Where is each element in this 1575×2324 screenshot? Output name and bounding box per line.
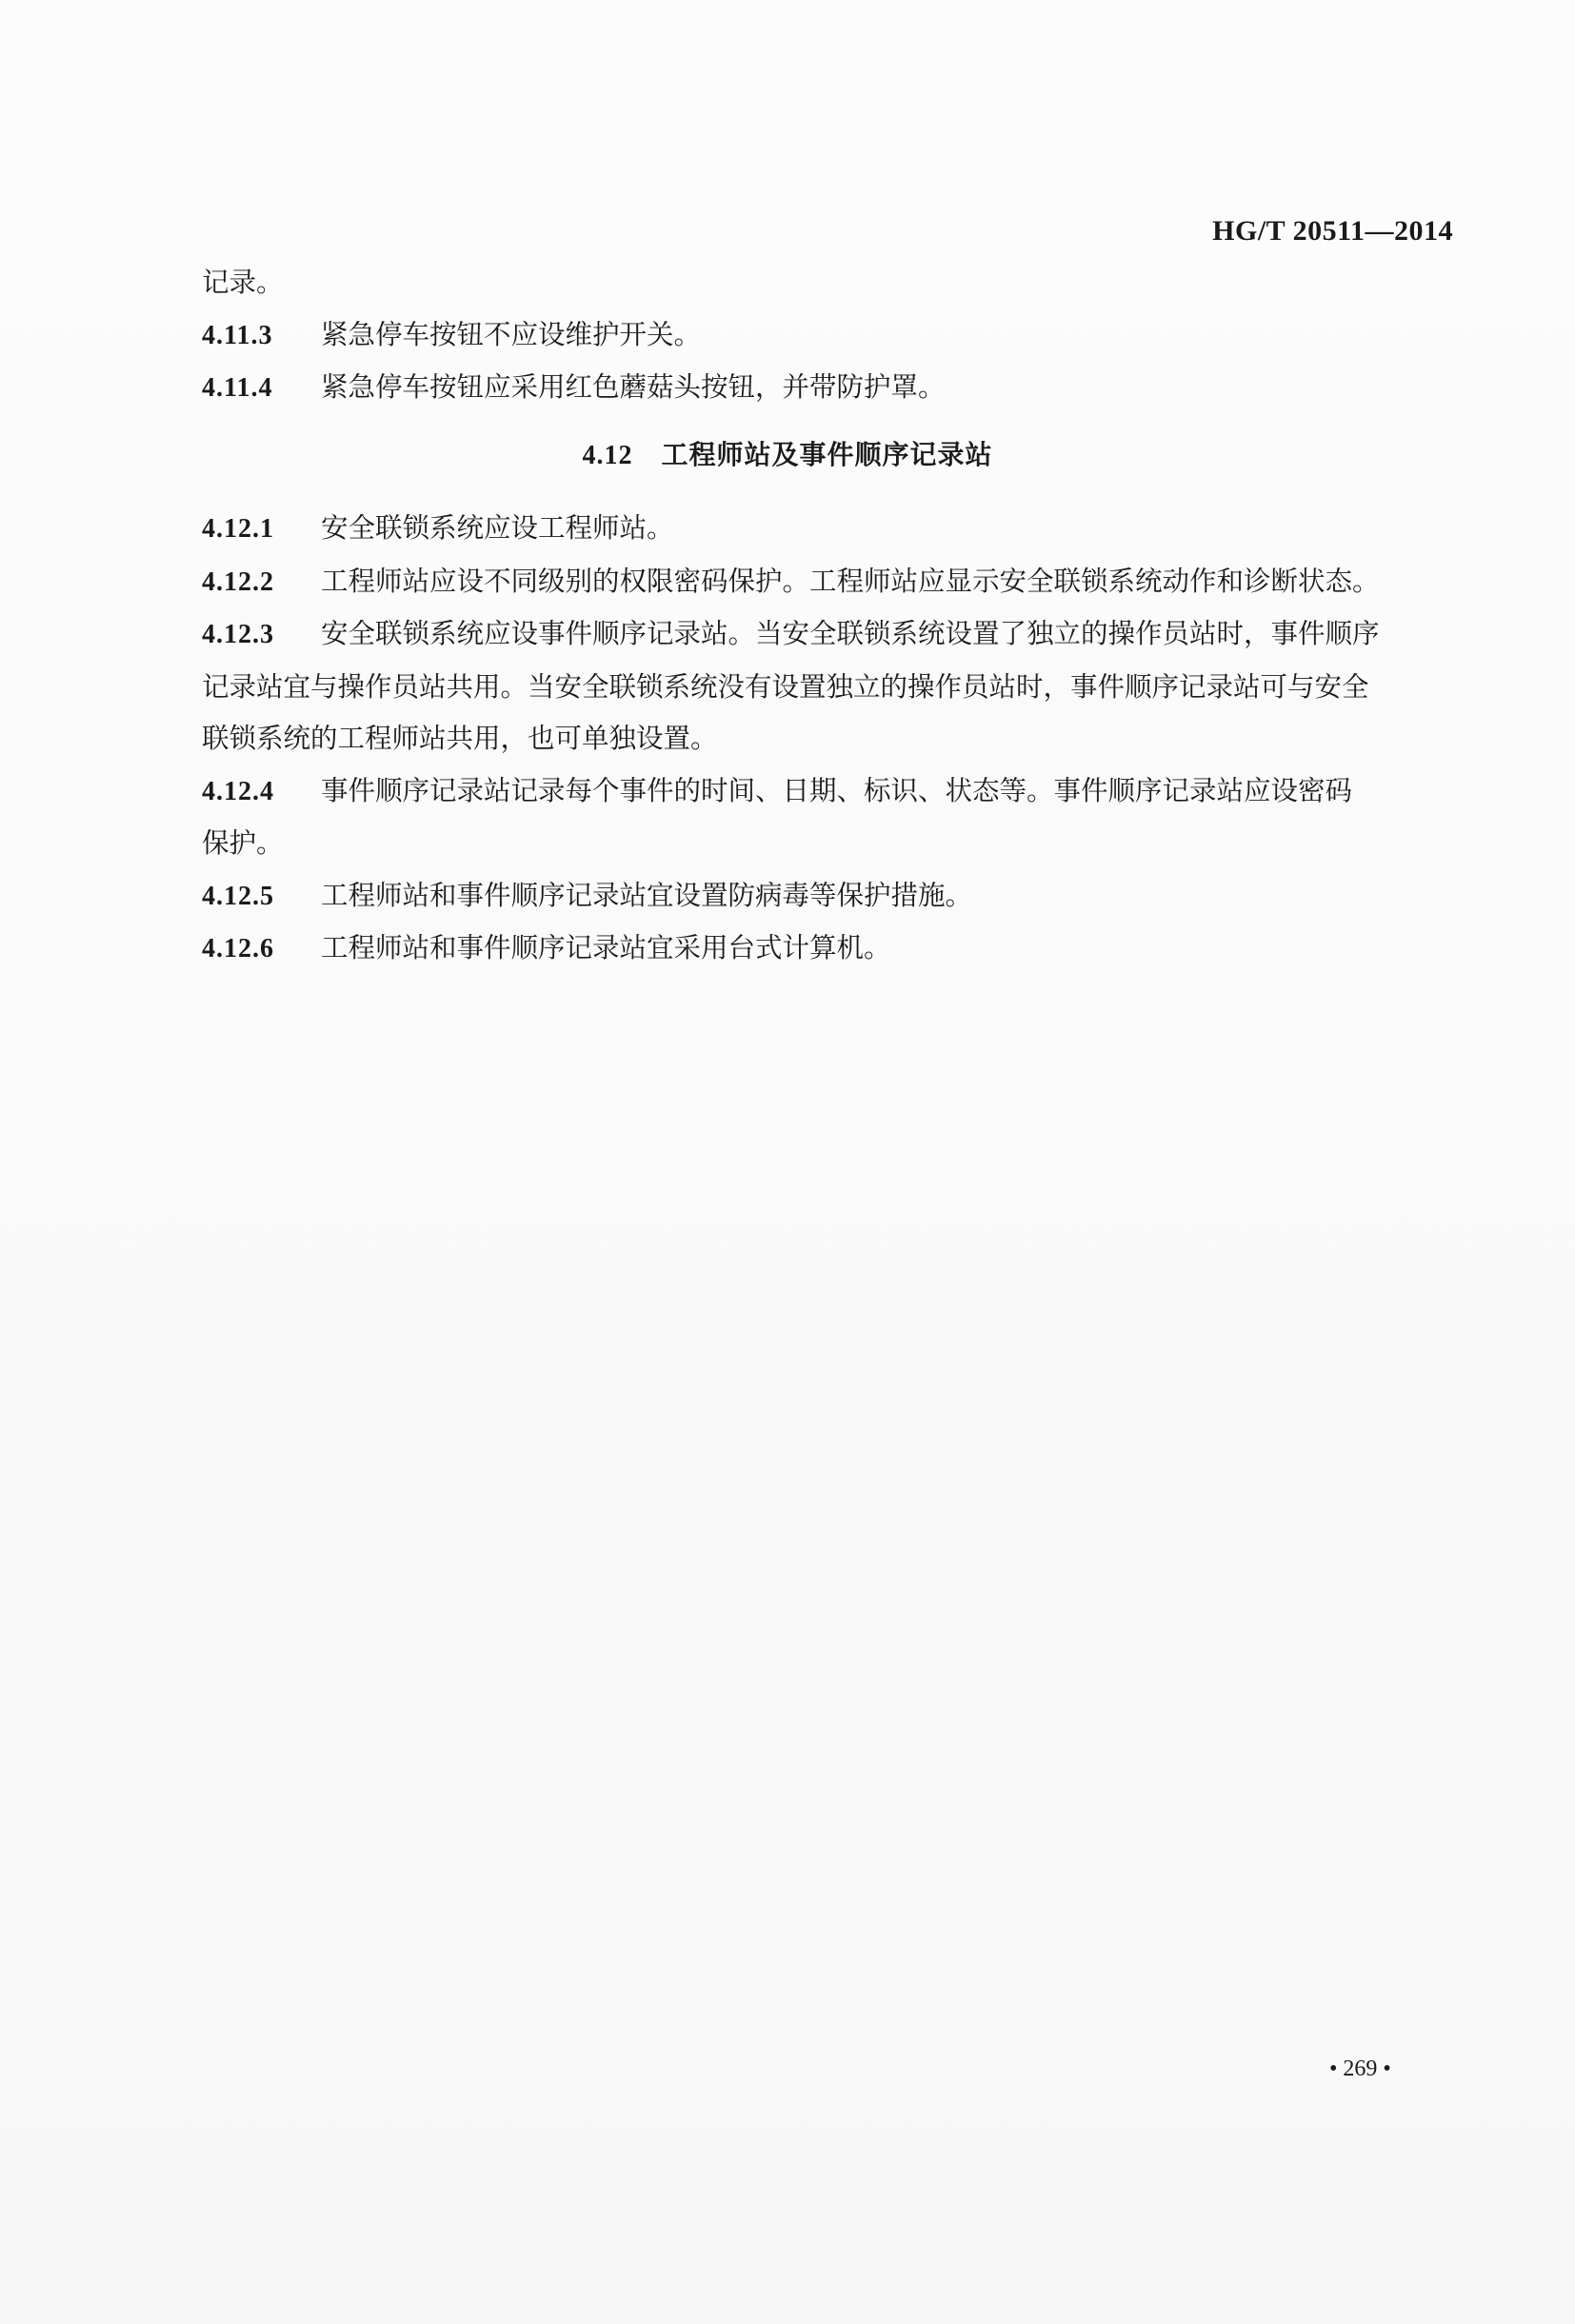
clause-text: 工程师站和事件顺序记录站宜设置防病毒等保护措施。: [321, 879, 973, 911]
section-number: 4.12: [582, 441, 633, 470]
clauses-4-12-block: [202, 503, 1455, 976]
clause-4-12-4-cont: [202, 818, 1455, 870]
section-title: 工程师站及事件顺序记录站: [661, 439, 993, 470]
clause-number: 4.11.4: [202, 373, 273, 403]
page-number: • 269 •: [1329, 2056, 1391, 2081]
clause-text: 联锁系统的工程师站共用，也可单独设置。: [202, 723, 718, 754]
clause-number: 4.12.3: [202, 620, 274, 649]
section-heading-4-12: [0, 434, 1575, 472]
clause-text: 安全联锁系统应设事件顺序记录站。当安全联锁系统设置了独立的操作员站时，事件顺序: [321, 618, 1380, 649]
clause-4-12-3: [202, 608, 1455, 662]
clause-text: 工程师站和事件顺序记录站宜采用台式计算机。: [321, 932, 891, 963]
clause-4-11-3: [202, 309, 1455, 363]
continuation-text: 记录。: [202, 267, 284, 298]
clause-4-12-4: [202, 765, 1455, 819]
standard-code-header: HG/T 20511—2014: [1212, 215, 1453, 247]
clause-4-12-1: [202, 503, 1455, 556]
clause-4-12-3-cont-2: [202, 713, 1455, 765]
clause-4-12-6: [202, 923, 1455, 976]
clause-text: 记录站宜与操作员站共用。当安全联锁系统没有设置独立的操作员站时，事件顺序记录站可与安全: [202, 670, 1369, 703]
clause-text: 安全联锁系统应设工程师站。: [321, 512, 674, 544]
clause-number: 4.12.1: [202, 514, 274, 544]
clause-text: 保护。: [202, 827, 284, 859]
clause-number: 4.12.2: [202, 566, 274, 597]
clause-4-12-3-cont-1: [202, 662, 1455, 714]
clause-number: 4.11.3: [202, 320, 273, 350]
clauses-4-11-block: [202, 257, 1455, 415]
clause-text: 工程师站应设不同级别的权限密码保护。工程师站应显示安全联锁系统动作和诊断状态。: [321, 565, 1380, 597]
clause-number: 4.12.4: [202, 776, 274, 806]
clause-number: 4.12.6: [202, 934, 274, 963]
clause-text: 事件顺序记录站记录每个事件的时间、日期、标识、状态等。事件顺序记录站应设密码: [321, 774, 1353, 806]
clause-4-12-5: [202, 870, 1455, 924]
clause-text: 紧急停车按钮应采用红色蘑菇头按钮，并带防护罩。: [321, 371, 946, 403]
clause-number: 4.12.5: [202, 881, 274, 911]
clause-4-12-2: [202, 556, 1455, 609]
clause-4-11-4: [202, 362, 1455, 415]
clause-text: 紧急停车按钮不应设维护开关。: [321, 318, 702, 350]
continuation-line: [202, 257, 1455, 309]
